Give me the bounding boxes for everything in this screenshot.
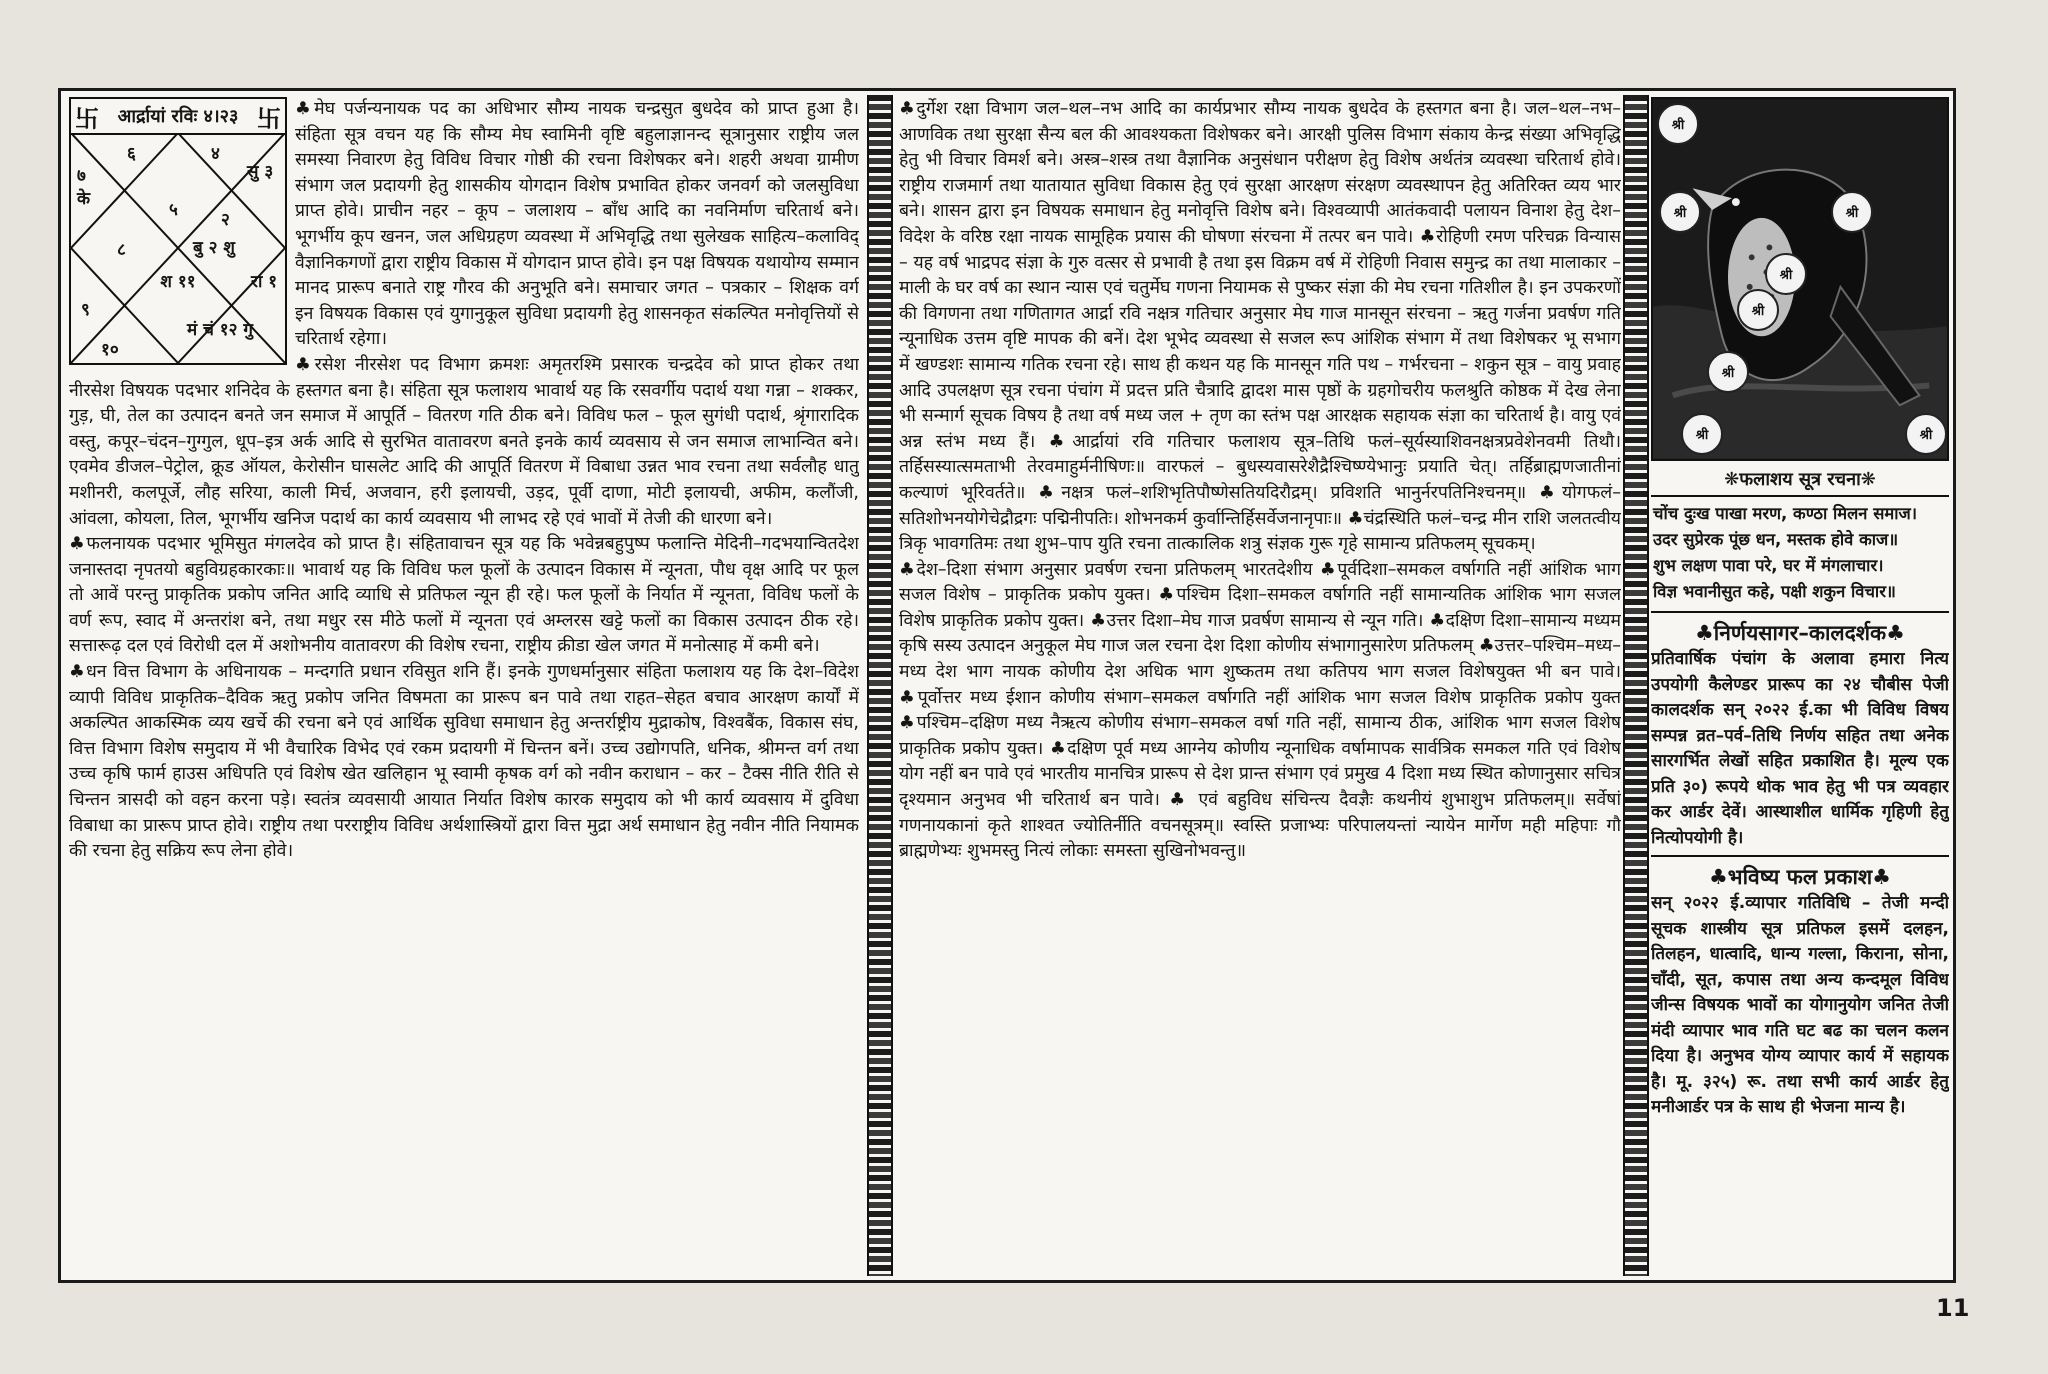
column-left [69,97,859,1274]
bhavishya-text: सन् २०२२ ई.व्यापार गतिविधि – तेजी मन्दी सूचक शास्त्रीय सूत्र प्रतिफल इसमें दलहन, तिलहन, धात्वादि, धान्य गल्ला, किराना, सोना, चाँदी, सूत, कपास तथा अन्य कन्दमूल विविध जीन्स विषयक भावों का योगानुयोग जनित तेजी मंदी व्यापार भाव गति घट बढ का चलन कलन दिया है। अनुभव योग्य व्यापार कार्य में सहायक है। मू. ३२५) रू. तथा सभी कार्य आर्डर हेतु मनीआर्डर पत्र के साथ ही भेजना मान्य है। [1651,893,1949,1117]
swastika-icon: 卐 [75,104,99,133]
nirnaysagar-box [1651,619,1949,851]
shri-badge: श्री [1707,351,1749,393]
house-label: ४ [211,144,220,164]
page-frame [58,88,1956,1283]
swastika-icon: 卐 [256,104,281,133]
house-label: २ [221,210,230,230]
house-label: ५ [169,200,178,220]
house-label: बु २ शु [193,238,235,258]
bird-caption: ❋फलाशय सूत्र रचना❋ [1651,461,1949,497]
paragraph-megh: ♣मेघ पर्जन्यनायक पद का अधिभार सौम्य नायक चन्द्रसुत बुधदेव को प्राप्त हुआ है। संहिता सूत्र वचन यह कि सौम्य मेघ स्वामिनी वृष्टि बहुलाज्ञानन्द सूत्रानुसार राष्ट्रीय जल समस्या निवारण हेतु विविध विचार गोष्ठी की रचना विशेषकर बने। शहरी अथवा ग्रामीण संभाग जल प्रदायगी हेतु शासकीय योगदान विशेष प्रभावित होकर जनवर्ग को जलसुविधा प्राप्त होवे। प्राचीन नहर – कूप – जलाशय – बाँध आदि का नवनिर्माण चरितार्थ बने। भूगर्भीय कूप खनन, जल अधिग्रहण व्यवस्था में अभिवृद्धि तथा सुलेखक साहित्य–कलाविद् वैज्ञानिकगणों द्वारा राष्ट्रीय विकास में योगदान प्राप्त होवे। इन पक्ष विषयक यथायोग्य सम्मान मानद प्रारूप बनाते राष्ट्र गौरव की अनुभूति बने। समाचार जगत – पत्रकार – शिक्षक वर्ग इन विषयक विकास एवं युगानुकूल सुविधा प्रदायगी हेतु शासनकृत संकल्पित मनोवृत्तियों से चरितार्थ रहेगा। [295,99,859,350]
shri-badge: श्री [1831,191,1873,233]
page-number: 11 [1936,1294,1970,1322]
shri-badge: श्री [1905,413,1947,455]
house-label: ६ [127,144,136,164]
column-middle [899,97,1621,1274]
shri-badge: श्री [1737,289,1779,331]
bhavishya-box [1651,863,1949,1121]
paragraph-dhan-vitt: ♣धन वित्त विभाग के अधिनायक – मन्दगति प्रधान रविसुत शनि हैं। इनके गुणधर्मानुसार संहिता फलाशय यह कि देश–विदेश व्यापी विविध प्राकृतिक–दैविक ऋतु प्रकोप जनित विषमता का प्रारूप बन पावे तथा राहत–सेहत बचाव आरक्षण कार्यों में अकल्पित आकस्मिक व्यय खर्चे की रचना बने एवं आर्थिक सुविधा समाधान हेतु अन्तर्राष्ट्रीय मुद्राकोष, विश्वबैंक, विकास संघ, वित्त विभाग विशेष समुदाय में भी वैचारिक विभेद एवं रकम प्रदायगी में चिन्तन बनें। उच्च उद्योगपति, धनिक, श्रीमन्त वर्ग तथा उच्च कृषि फार्म हाउस अधिपति एवं विशेष खेत खलिहान भू स्वामी कृषक वर्ग को नवीन कराधान – कर – टैक्स नीति रीति से चिन्तन त्रासदी को वहन करना पड़े। स्वतंत्र व्यवसायी आयात निर्यात विशेष कारक समुदाय को भी कार्य व्यवसाय में दुविधा विबाधा का प्रारूप प्राप्त होवे। राष्ट्रीय तथा परराष्ट्रीय विविध अर्थशास्त्रियों द्वारा वित्त मुद्रा अर्थ समाधान हेतु नवीन नीति नियामक की रचना हेतु सक्रिय रूप लेना होवे। [69,662,859,862]
shakun-verse [1651,497,1949,613]
paragraph-rasesh: ♣रसेश नीरसेश पद विभाग क्रमशः अमृतरश्मि प्रसारक चन्द्रदेव को प्राप्त होकर तथा नीरसेश विषयक पदभार शनिदेव के हस्तगत बना है। संहिता सूत्र फलाशय भावार्थ यह कि रसवर्गीय पदार्थ यथा गन्ना – शक्कर, गुड़, घी, तेल का उत्पादन बनते जन समाज में आपूर्ति – वितरण गति ठीक बने। विविध फल – फूल सुगंधी पदार्थ, श्रृंगारादिक वस्तु, कपूर–चंदन–गुग्गुल, धूप–इत्र अर्क आदि से सुरभित वातावरण बनते इनके कार्य व्यवसाय से जन समाज लाभान्वित बने। एवमेव डीजल–पेट्रोल, क्रूड ऑयल, केरोसीन घासलेट आदि की आपूर्ति वितरण में विबाधा उन्नत भाव रचना तथा सर्वलौह धातु मशीनरी, कलपूर्जे, लौह सरिया, काली मिर्च, अजवान, हरी इलायची, उड़द, पूर्वी दाणा, मोटी इलायची, अफीम, कलौंजी, आंवला, कोयला, तिल, भूगर्भीय खनिज पदार्थ का कार्य व्यवसाय भी लाभद रहे एवं भावों में तेजी की धारणा बने। [69,354,859,529]
kundli-title-bar [71,99,285,135]
decorative-border [1623,95,1649,1276]
house-label: ९ [81,300,90,320]
shri-badge: श्री [1765,253,1807,295]
verse-line: चोंच दुःख पाखा मरण, कण्ठा मिलन समाज। [1653,504,1917,523]
bird-illustration [1651,97,1949,461]
kundli-grid [71,133,285,363]
shri-badge: श्री [1659,191,1701,233]
column-right [1651,97,1949,1274]
house-label: मं चं १२ गु [187,320,253,340]
verse-line: शुभ लक्षण पावा परे, घर में मंगलाचार। [1653,556,1884,575]
house-label: रा १ [251,272,278,292]
bhavishya-heading: ♣भविष्य फल प्रकाश♣ [1708,865,1891,889]
decorative-border [867,95,893,1276]
nirnaysagar-heading: ♣निर्णयसागर–कालदर्शक♣ [1694,621,1906,645]
shri-badge: श्री [1657,103,1699,145]
kundli-title: आर्द्रायां रविः ४।२३ [117,106,239,127]
nirnaysagar-text: प्रतिवार्षिक पंचांग के अलावा हमारा नित्य उपयोगी कैलेण्डर प्रारूप का २४ चौबीस पेजी कालदर्शक सन् २०२२ ई.का भी विविध विषय सम्पन्न व्रत–पर्व–तिथि निर्णय सहित तथा अनेक सारगर्भित लेखों सहित प्रकाशित है। मूल्य एक प्रति ३०) रूपये थोक भाव हेतु भी पत्र व्यवहार कर आर्डर देवें। आस्थाशील धार्मिक गृहिणी हेतु नित्योपयोगी है। [1651,649,1949,848]
shri-badge: श्री [1681,413,1723,455]
paragraph-phalnayak: ♣फलनायक पदभार भूमिसुत मंगलदेव को प्राप्त है। संहितावाचन सूत्र यह कि भवेन्नबहुपुष्प फलान्ति मेदिनी–गदभयान्वितदेश जनास्तदा नृपतयो बहुविग्रहकारकाः॥ भावार्थ यह कि विविध फल फूलों के उत्पादन विकास में न्यूनता, पौध वृक्ष आदि पर फूल तो आवें परन्तु प्राकृतिक प्रकोप जनित आदि व्याधि से प्रतिफल न्यून ही रहे। फल फूलों के निर्यात में न्यूनता, विविध फलों के वर्ण रूप, स्वाद में अन्तरांश बने, तथा मधुर रस मीठे फलों में न्यूनता एवं अम्लरस खट्टे फलों का विकास उत्पादन ठीक रहे। सत्तारूढ़ दल एवं विरोधी दल में अशोभनीय वातावरण की विशेष रचना, राष्ट्रीय क्रीडा खेल जगत में मनोत्साह में कमी बने। [69,534,859,657]
verse-line: विज्ञ भवानीसुत कहे, पक्षी शकुन विचार॥ [1653,582,1896,601]
house-label: १० [101,340,119,360]
verse-line: उदर सुप्रेरक पूंछ धन, मस्तक होवे काज॥ [1653,530,1899,549]
divider [1651,855,1949,857]
paragraph-durgesh: ♣दुर्गेश रक्षा विभाग जल–थल–नभ आदि का कार्यप्रभार सौम्य नायक बुधदेव के हस्तगत बना है। जल–थल–नभ–आणविक तथा सुरक्षा सैन्य बल की आवश्यकता विशेषकर बने। आरक्षी पुलिस विभाग संकाय केन्द्र संख्या अभिवृद्धि हेतु भी विचार विमर्श बने। अस्त्र–शस्त्र तथा वैज्ञानिक अनुसंधान परीक्षण हेतु विशेष अर्थतंत्र व्यवस्था चरितार्थ होवे। राष्ट्रीय राजमार्ग तथा यातायात सुविधा विकास हेतु एवं सुरक्षा आरक्षण संरक्षण व्यवस्थापन हेतु अतिरिक्त व्यय भार बने। शासन द्वारा इन विषयक समाधान हेतु मनोवृत्ति विशेष बने। विश्वव्यापी आतंकवादी पलायन विनाश हेतु देश–विदेश के वरिष्ठ रक्षा नायक सामूहिक प्रयास की घोषणा संरचना में तत्पर बन पावे। ♣रोहिणी रमण परिचक्र विन्यास – यह वर्ष भाद्रपद संज्ञा के गुरु वत्सर से प्रभावी है तथा इस विक्रम वर्ष में रोहिणी निवास समुन्द्र का तथा मालाकार – माली के घर वर्ष का स्थान न्यास एवं चतुर्मेघ गणना नियामक से पुष्कर संज्ञा की मेघ रचना गतिशील है। इन उपकरणों की विगणना तथा गणितागत आर्द्रा रवि नक्षत्र गतिचार अनुसार मेघ गाज मानसून संरचना – ऋतु गर्जना प्रवर्षण गति न्यूनाधिक उत्तम वृष्टि मापक की बनें। देश भूभेद व्यवस्था से सजल रूप आंशिक संभाग में तथा विशेषकर भू सभाग में खण्डशः सामान्य गतिक रचना रहे। साथ ही कथन यह कि मानसून गति पथ – गर्भरचना – शकुन सूत्र – वायु प्रवाह आदि उपलक्षण सूत्र रचना पंचांग में प्रदत्त प्रति चैत्रादि द्वादश मास पृष्ठों के ग्रहगोचरीय फलश्रुति कोष्ठक में देख लेना भी सन्मार्ग सूचक विषय है तथा वर्ष मध्य जल + तृण का स्तंभ पक्ष आरक्षक सहायक संज्ञा का चरितार्थ है। वायु एवं अन्न स्तंभ मध्य हैं। ♣आर्द्रायां रवि गतिचार फलाशय सूत्र–तिथि फलं–सूर्यस्याशिवनक्षत्रप्रवेशेनवमी तिथौ। तर्हिसस्यात्समताभी तेरवमाहुर्मनीषिणः॥ वारफलं – बुधस्यवासरेशैद्रैश्चिष्ण्येभानुः प्रयाति चेत्। तर्हिब्राह्मणजातीनां कल्याणं भूरिवर्तते॥ ♣नक्षत्र फलं–शशिभृतिपौष्णेसतियदिरौद्रम्। प्रविशति भानुर्नरपतिनिश्चनम्॥ ♣योगफलं–सतिशोभनयोगेचेद्रौद्रगः पद्मिनीपतिः। शोभनकर्म कुर्वान्तिर्हिसर्वेजनानृपाः॥ ♣चंद्रस्थिति फलं–चन्द्र मीन राशि जलतत्वीय त्रिकृ भावगतिमः तथा शुभ–पाप युति रचना तात्कालिक शत्रु संज्ञक गुरू गृहे सामान्य प्रतिफलम् सूचकम्। [899,99,1621,555]
house-label: सु ३ [247,162,274,182]
kundli-chart [69,97,287,365]
house-label: श ११ [160,272,196,292]
paragraph-disha: ♣देश–दिशा संभाग अनुसार प्रवर्षण रचना प्रतिफलम् भारतदेशीय ♣पूर्वदिशा–समकल वर्षागति नहीं आंशिक भाग सजल विशेष – प्राकृतिक प्रकोप युक्त। ♣पश्चिम दिशा–समकल वर्षागति नहीं सामान्यतिक आंशिक भाग सजल विशेष प्राकृतिक प्रकोप युक्त। ♣उत्तर दिशा–मेघ गाज प्रवर्षण सामान्य से न्यून गति। ♣दक्षिण दिशा–सामान्य मध्यम कृषि सस्य उत्पादन अनुकूल मेघ गाज जल रचना देश दिशा कोणीय संभागानुसारेण प्रतिफलम् ♣उत्तर–पश्चिम–मध्य– मध्य देश भाग नायक कोणीय देश अधिक भाग शुष्कतम तथा कतिपय भाग सजल विशेषयुक्त भी बन पावे। ♣पूर्वोत्तर मध्य ईशान कोणीय संभाग–समकल वर्षागति नहीं आंशिक भाग सजल विशेष प्राकृतिक प्रकोप युक्त ♣पश्चिम–दक्षिण मध्य नैऋत्य कोणीय संभाग–समकल वर्षा गति नहीं, सामान्य ठीक, आंशिक भाग सजल विशेष प्राकृतिक प्रकोप युक्त। ♣दक्षिण पूर्व मध्य आग्नेय कोणीय न्यूनाधिक वर्षामापक सार्वत्रिक समकल गति एवं विशेष योग नहीं बन पावे एवं भारतीय मानचित्र प्रारूप से देश प्रान्त संभाग एवं प्रमुख 4 दिशा मध्य स्थित कोणानुसार सचित्र दृश्यमान अनुभव भी चरितार्थ बन पावे। ♣ एवं बहुविध संचिन्त्य दैवज्ञैः कथनीयं शुभाशुभ प्रतिफलम्॥ सर्वेषां गणनायकानां कृते शाश्वत ज्योतिर्नीति वचनसूत्रम्॥ स्वस्ति प्रजाभ्यः परिपालयन्तां न्यायेन मार्गेण मही महिपाः गौ ब्राह्मणेभ्यः शुभमस्तु नित्यं लोकाः समस्ता सुखिनोभवन्तु॥ [899,559,1621,862]
house-label: ७ के [77,166,91,209]
house-label: ८ [117,240,126,260]
